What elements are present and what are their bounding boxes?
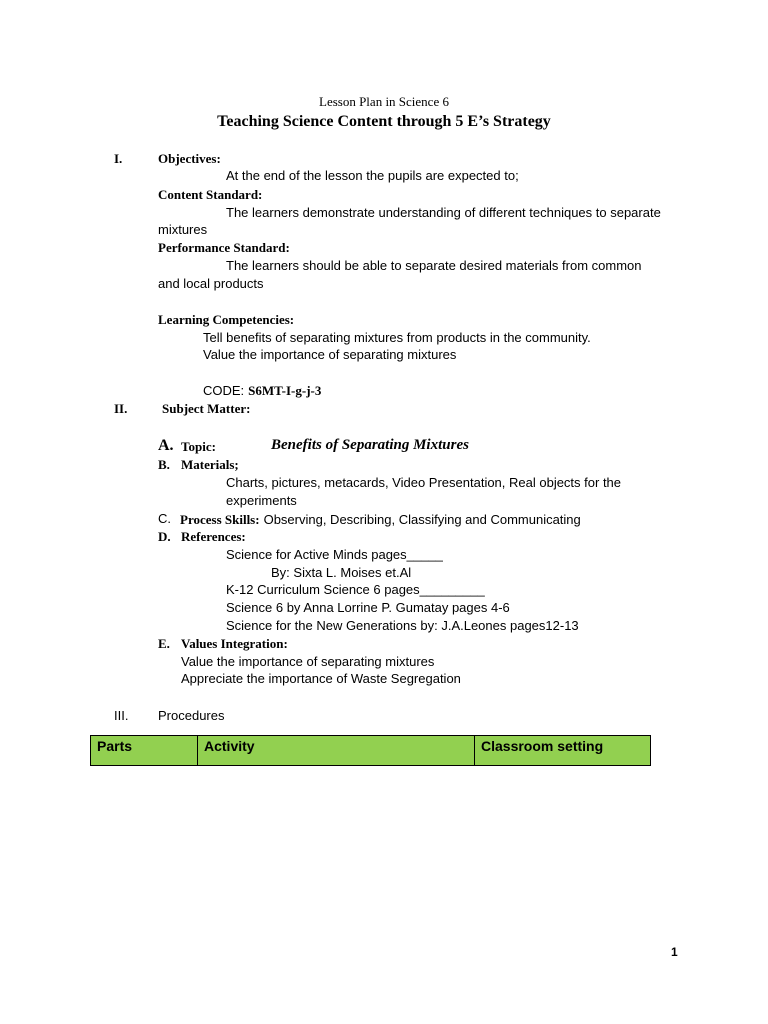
page-title: Teaching Science Content through 5 E’s Strategy [217,113,551,130]
section-1-numeral: I. [114,151,123,166]
header-cell-classroom-setting: Classroom setting [475,736,651,766]
section-2-numeral: II. [114,401,128,416]
materials-label: Materials; [181,457,239,472]
header-cell-activity: Activity [198,736,475,766]
performance-standard-line2: and local products [158,276,264,291]
process-skills-line [180,511,581,529]
values-label: Values Integration: [181,636,288,651]
reference-4: Science for the New Generations by: J.A.Leones pages12-13 [226,618,579,633]
competency-1: Tell benefits of separating mixtures from products in the community. [203,330,591,345]
content-standard-heading: Content Standard: [158,187,263,202]
procedures-table-header-row [91,736,651,766]
header-cell-parts: Parts [91,736,198,766]
content-standard-line2: mixtures [158,222,208,237]
learning-competencies-heading: Learning Competencies: [158,312,295,327]
procedures-table [90,735,651,766]
materials-line1: Charts, pictures, metacards, Video Presentation, Real objects for the [226,475,622,490]
code-value: S6MT-I-g-j-3 [248,383,322,398]
lesson-plan-subtitle: Lesson Plan in Science 6 [319,94,449,109]
process-value: Observing, Describing, Classifying and Communicating [263,512,581,527]
code-label: CODE: [203,383,245,398]
objectives-heading: Objectives: [158,151,221,166]
process-letter: C. [158,511,171,526]
competency-2: Value the importance of separating mixtures [203,347,457,362]
performance-standard-line1: The learners should be able to separate desired materials from common [226,258,642,273]
reference-3: Science 6 by Anna Lorrine P. Gumatay pages 4-6 [226,600,510,615]
materials-line2: experiments [226,493,297,508]
topic-letter: A. [158,437,174,454]
value-2: Appreciate the importance of Waste Segregation [181,671,461,686]
values-letter: E. [158,636,170,651]
references-label: References: [181,529,246,544]
content-standard-line1: The learners demonstrate understanding of different techniques to separate [226,205,661,220]
topic-value: Benefits of Separating Mixtures [271,437,469,453]
subject-matter-heading: Subject Matter: [162,401,251,416]
performance-standard-heading: Performance Standard: [158,240,290,255]
reference-1: Science for Active Minds pages_____ [226,547,443,562]
procedures-heading: Procedures [158,708,225,723]
value-1: Value the importance of separating mixtures [181,654,435,669]
reference-2: K-12 Curriculum Science 6 pages_________ [226,582,485,597]
topic-label: Topic: [181,439,216,454]
objectives-intro: At the end of the lesson the pupils are expected to; [226,168,519,183]
reference-1-author: By: Sixta L. Moises et.Al [271,565,412,580]
code-line [203,382,321,400]
section-3-numeral: III. [114,708,129,723]
materials-letter: B. [158,457,170,472]
page-number: 1 [671,945,678,959]
process-label: Process Skills: [180,512,260,527]
references-letter: D. [158,529,171,544]
